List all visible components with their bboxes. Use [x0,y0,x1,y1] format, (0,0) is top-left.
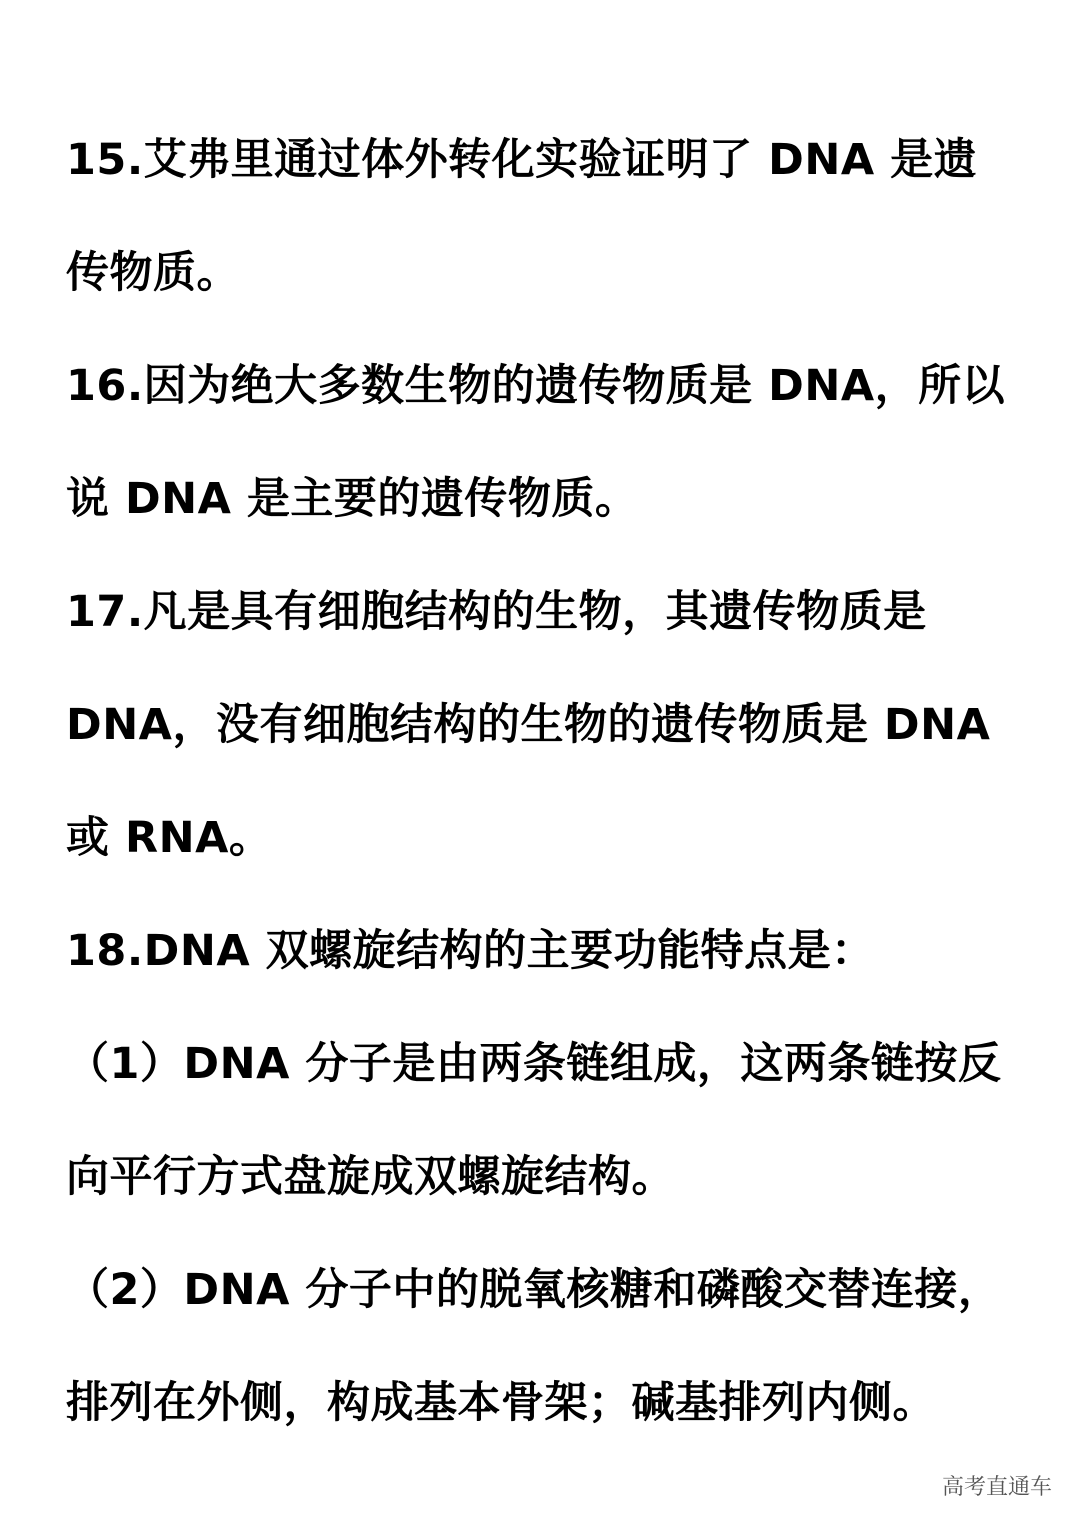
text-line-18-1b: 向平行方式盘旋成双螺旋结构。 [66,1152,675,1202]
watermark: 高考直通车 [941,1475,1052,1500]
text-line-15a: 15.艾弗里通过体外转化实验证明了 DNA 是遗 [66,135,978,185]
text-line-17b: DNA，没有细胞结构的生物的遗传物质是 DNA [66,700,991,750]
text-line-17c: 或 RNA。 [66,813,273,863]
text-line-16a: 16.因为绝大多数生物的遗传物质是 DNA，所以 [66,361,1006,411]
text-line-15b: 传物质。 [66,248,240,298]
text-line-17a: 17.凡是具有细胞结构的生物，其遗传物质是 [66,587,927,637]
text-line-18-heading: 18.DNA 双螺旋结构的主要功能特点是： [66,926,875,976]
text-line-18-2a: （2）DNA 分子中的脱氧核糖和磷酸交替连接， [66,1265,1002,1315]
text-line-18-1a: （1）DNA 分子是由两条链组成，这两条链按反 [66,1039,1002,1089]
text-line-18-2b: 排列在外侧，构成基本骨架；碱基排列内侧。 [66,1378,936,1428]
text-line-16b: 说 DNA 是主要的遗传物质。 [66,474,639,524]
